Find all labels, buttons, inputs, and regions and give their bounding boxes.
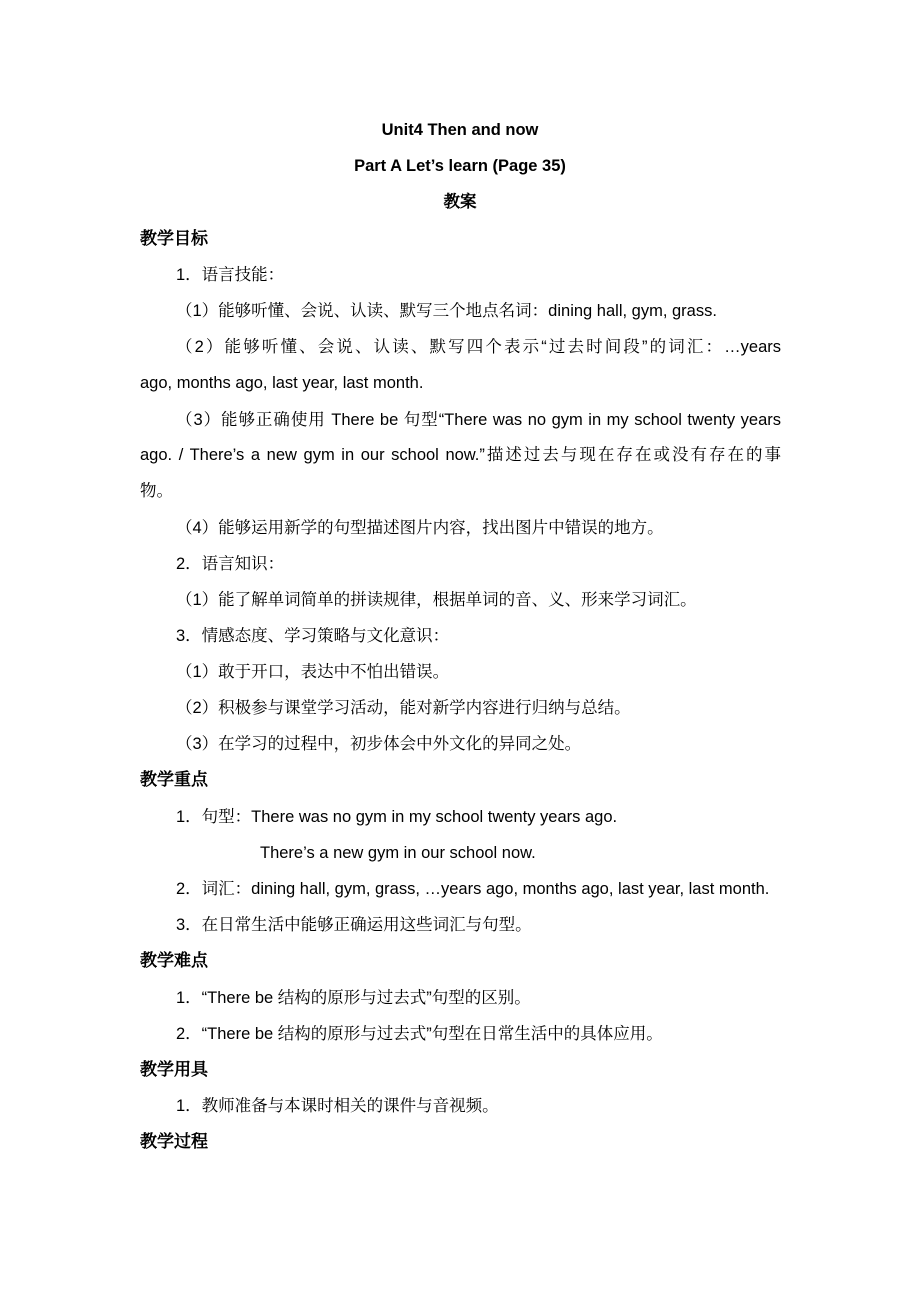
section-heading-objectives: 教学目标	[140, 229, 208, 248]
paragraph: 1．“There be 结构的原形与过去式”句型的区别。	[176, 989, 531, 1007]
paragraph: 3．在日常生活中能够正确运用这些词汇与句型。	[176, 916, 532, 934]
paragraph: （3）在学习的过程中，初步体会中外文化的异同之处。	[176, 735, 582, 753]
paragraph: （1）能够听懂、会说、认读、默写三个地点名词：dining hall, gym, grass.	[176, 302, 717, 320]
section-heading-key-points: 教学重点	[140, 770, 208, 789]
section-heading-difficulties: 教学难点	[140, 951, 208, 970]
paragraph: 2．“There be 结构的原形与过去式”句型在日常生活中的具体应用。	[176, 1025, 663, 1043]
paragraph: 2．词汇：dining hall, gym, grass, …years ago, months ago, last year, last month.	[176, 880, 770, 898]
paragraph: 1．句型：There was no gym in my school twenty years ago.	[176, 808, 618, 826]
section-heading-process: 教学过程	[140, 1132, 208, 1151]
paragraph: 物。	[140, 482, 173, 500]
doc-subtitle: Part A Let’s learn (Page 35)	[354, 157, 566, 175]
paragraph: （1）敢于开口，表达中不怕出错误。	[176, 663, 450, 681]
paragraph: ago, months ago, last year, last month.	[140, 374, 424, 392]
paragraph: （1）能了解单词简单的拼读规律，根据单词的音、义、形来学习词汇。	[176, 591, 697, 609]
doc-type: 教案	[443, 193, 477, 211]
paragraph: （3）能够正确使用 There be 句型“There was no gym in my school twenty years	[176, 411, 781, 429]
paragraph: （2）能够听懂、会说、认读、默写四个表示“过去时间段”的词汇：…years	[176, 338, 781, 356]
doc-title: Unit4 Then and now	[381, 121, 539, 139]
paragraph: （2）积极参与课堂学习活动，能对新学内容进行归纳与总结。	[176, 699, 631, 717]
paragraph: （4）能够运用新学的句型描述图片内容，找出图片中错误的地方。	[176, 519, 664, 537]
paragraph: ago. / There’s a new gym in our school now.”描述过去与现在存在或没有存在的事	[140, 446, 781, 464]
paragraph: 2．语言知识：	[176, 555, 285, 573]
paragraph: There’s a new gym in our school now.	[260, 844, 536, 862]
paragraph: 1．教师准备与本课时相关的课件与音视频。	[176, 1097, 499, 1115]
paragraph: 3．情感态度、学习策略与文化意识：	[176, 627, 450, 645]
paragraph: 1．语言技能：	[176, 266, 285, 284]
section-heading-tools: 教学用具	[140, 1060, 208, 1079]
